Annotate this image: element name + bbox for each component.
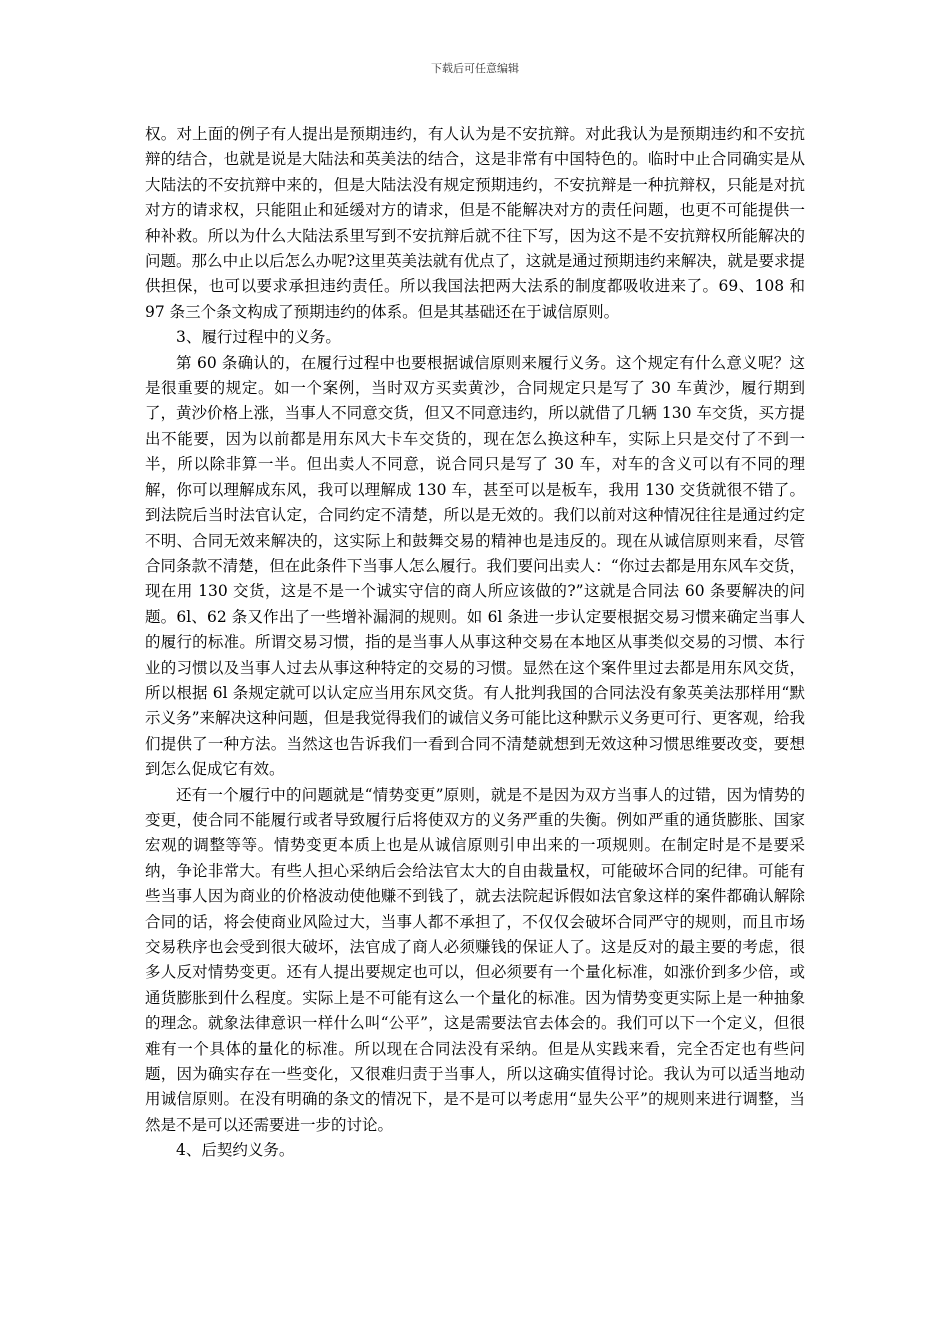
section-heading-performance-duties: 3、履行过程中的义务。: [176, 328, 341, 347]
paragraph-change-of-circumstances: 还有一个履行中的问题就是“情势变更”原则，就是不是因为双方当事人的过错，因为情势的变更，使合同不能履行或者导致履行后将使双方的义务严重的失衡。例如严重的通货膨胀、国家宏观的调整等等。情势变更本质上也是从诚信原则引申出来的一项规则。在制定时是不是要采纳，争论非常大。有些人担心采纳后会给法官太大的自由裁量权，可能破坏合同的纪律。可能有些当事人因为商业的价格波动使他赚不到钱了，就去法院起诉假如法官象这样的案件都确认解除合同的话，将会使商业风险过大，当事人都不承担了，不仅仅会破坏合同严守的规则，而且市场交易秩序也会受到很大破坏，法官成了商人必须赚钱的保证人了。这是反对的最主要的考虑，很多人反对情势变更。还有人提出要规定也可以，但必须要有一个量化标准，如涨价到多少倍，或通货膨胀到什么程度。实际上是不可能有这么一个量化的标准。因为情势变更实际上是一种抽象的理念。就象法律意识一样什么叫“公平”，这是需要法官去体会的。我们可以下一个定义，但很难有一个具体的量化的标准。所以现在合同法没有采纳。但是从实践来看，完全否定也有些问题，因为确实存在一些变化，又很难归责于当事人，所以这确实值得讨论。我认为可以适当地动用诚信原则。在没有明确的条文的情况下，是不是可以考虑用“显失公平”的规则来进行调整，当然是不是可以还需要进一步的讨论。: [145, 785, 805, 1134]
section-heading-post-contract-duties: 4、后契约义务。: [176, 1141, 295, 1160]
document-body: [145, 122, 805, 1164]
paragraph-anticipatory-breach: 权。对上面的例子有人提出是预期违约，有人认为是不安抗辩。对此我认为是预期违约和不安抗辩的结合，也就是说是大陆法和英美法的结合，这是非常有中国特色的。临时中止合同确实是从大陆法的不安抗辩中来的，但是大陆法没有规定预期违约，不安抗辩是一种抗辩权，只能是对抗对方的请求权，只能阻止和延缓对方的请求，但是不能解决对方的责任问题，也更不可能提供一种补救。所以为什么大陆法系里写到不安抗辩后就不往下写，因为这不是不安抗辩权所能解决的问题。那么中止以后怎么办呢?这里英美法就有优点了，这就是通过预期违约来解决，就是要求提供担保，也可以要求承担违约责任。所以我国法把两大法系的制度都吸收进来了。69、108 和 97 条三个条文构成了预期违约的体系。但是其基础还在于诚信原则。: [145, 125, 805, 321]
paragraph-article-60: 第 60 条确认的，在履行过程中也要根据诚信原则来履行义务。这个规定有什么意义呢？这是很重要的规定。如一个案例，当时双方买卖黄沙，合同规定只是写了 30 车黄沙，履行期到了，黄沙价格上涨，当事人不同意交货，但又不同意违约，所以就借了几辆 130 车交货，买方提出不能要，因为以前都是用东风大卡车交货的，现在怎么换这种车，实际上只是交付了不到一半，所以除非算一半。但出卖人不同意，说合同只是写了 30 车，对车的含义可以有不同的理解，你可以理解成东风，我可以理解成 130 车，甚至可以是板车，我用 130 交货就很不错了。到法院后当时法官认定，合同约定不清楚，所以是无效的。我们以前对这种情况往往是通过约定不明、合同无效来解决的，这实际上和鼓舞交易的精神也是违反的。现在从诚信原则来看，尽管合同条款不清楚，但在此条件下当事人怎么履行。我们要问出卖人：“你过去都是用东风车交货，现在用 130 交货，这是不是一个诚实守信的商人所应该做的?”这就是合同法 60 条要解决的问题。6l、62 条又作出了一些增补漏洞的规则。如 6l 条进一步认定要根据交易习惯来确定当事人的履行的标准。所谓交易习惯，指的是当事人从事这种交易在本地区从事类似交易的习惯、本行业的习惯以及当事人过去从事这种特定的交易的习惯。显然在这个案件里过去都是用东风交货，所以根据 6l 条规定就可以认定应当用东风交货。有人批判我国的合同法没有象英美法那样用“默示义务”来解决这种问题，但是我觉得我们的诚信义务可能比这种默示义务更可行、更客观，给我们提供了一种方法。当然这也告诉我们一看到合同不清楚就想到无效这种习惯思维要改变，要想到怎么促成它有效。: [145, 353, 805, 779]
page-header: 下载后可任意编辑: [431, 62, 519, 75]
